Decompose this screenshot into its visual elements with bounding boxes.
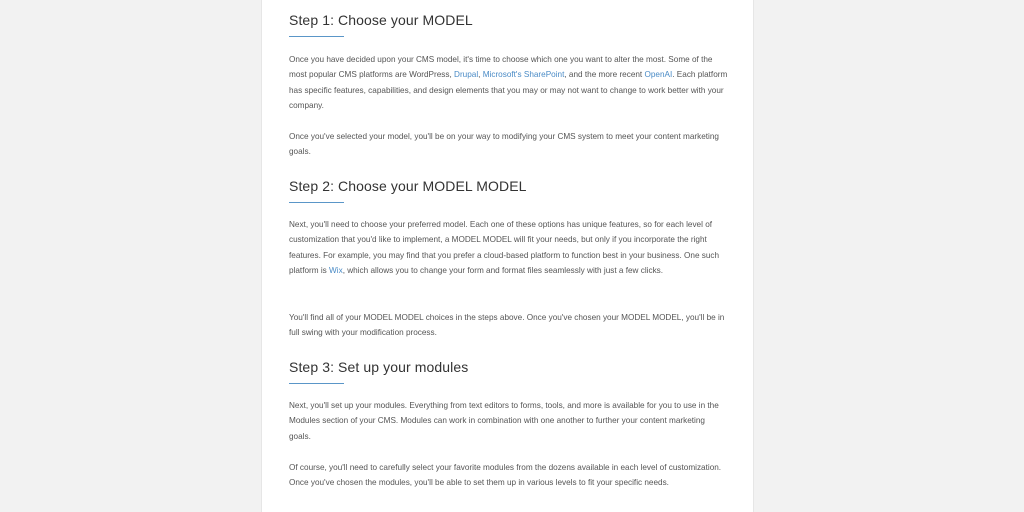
sharepoint-link[interactable]: Microsoft's SharePoint <box>482 70 565 80</box>
step-2-paragraph-2: You'll find all of your MODEL MODEL choices in the steps above. Once you've chosen your MODEL MODEL, you'll be in full swing with your modification process. <box>289 313 725 338</box>
step-1-text-c: , and the more recent <box>564 70 645 80</box>
step-2-text-a: Next, you'll need to choose your preferred model. Each one of these options has unique features, so for each level of customization that you'd like to implement, a MODEL MODEL will fit your needs, but only if you incorporate the right features. For example, you may find that you prefer a cloud-based platform to function best in your business. One such platform is <box>289 220 720 275</box>
step-2-underline <box>289 202 344 203</box>
step-3-paragraph-1: Next, you'll set up your modules. Everything from text editors to forms, tools, and more is available for you to use in the Modules section of your CMS. Modules can work in combination with one another to further your content marketing goals. <box>289 401 719 441</box>
step-2-paragraph-1 <box>289 217 729 278</box>
openai-link[interactable]: OpenAI <box>644 70 673 80</box>
step-1-underline <box>289 36 344 37</box>
step-3-underline <box>289 383 344 384</box>
article-page <box>261 0 754 512</box>
step-1-text-d: . Each platform has specific features, capabilities, and design elements that you may or may not want to change to work better with your company. <box>289 70 728 110</box>
wix-link[interactable]: Wix <box>329 265 343 275</box>
step-2-text-b: , which allows you to change your form and format files seamlessly with just a few clicks. <box>342 265 664 275</box>
step-3-heading: Step 3: Set up your modules <box>289 359 469 375</box>
step-2-heading: Step 2: Choose your MODEL MODEL <box>289 178 527 194</box>
step-1-heading: Step 1: Choose your MODEL <box>289 12 473 28</box>
step-3-paragraph-2: Of course, you'll need to carefully select your favorite modules from the dozens available in each level of customization. Once you've chosen the modules, you'll be able to set them up in various levels to fit your specific needs. <box>289 463 722 488</box>
drupal-link[interactable]: Drupal <box>454 70 479 80</box>
step-1-text-a: Once you have decided upon your CMS model, it's time to choose which one you want to alter the most. Some of the most popular CMS platforms are WordPress, <box>289 55 713 80</box>
step-1-paragraph-2: Once you've selected your model, you'll be on your way to modifying your CMS system to meet your content marketing goals. <box>289 132 719 157</box>
step-1-text-b: , <box>478 70 483 80</box>
step-1-paragraph-1 <box>289 52 729 113</box>
